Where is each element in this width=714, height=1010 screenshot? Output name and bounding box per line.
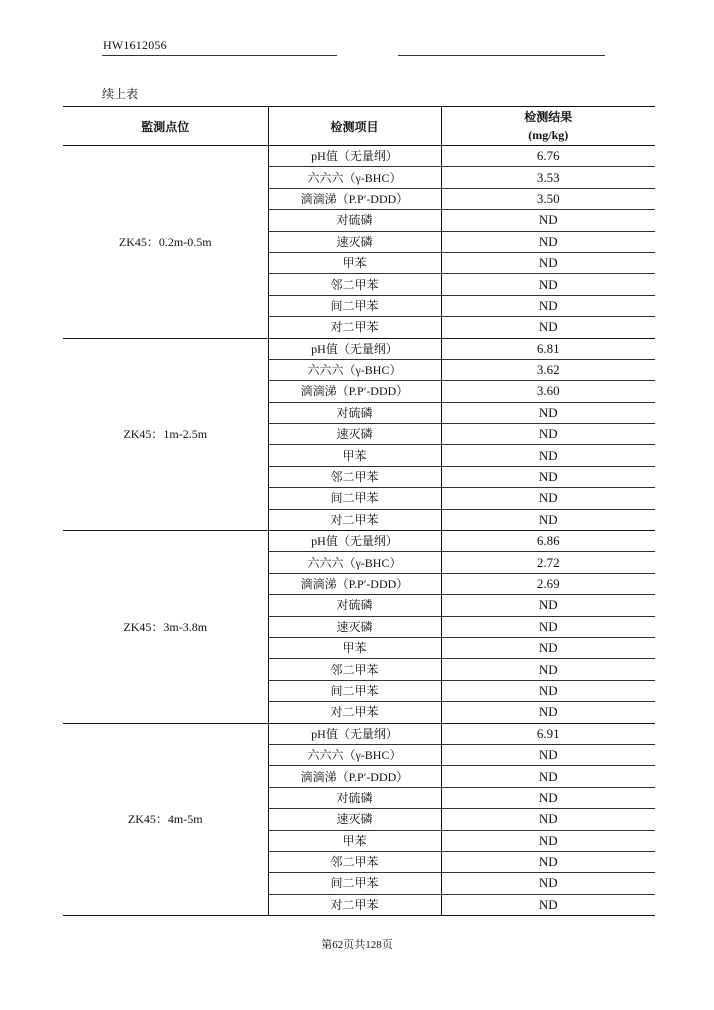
sampling-location: ZK45：0.2m-0.5m bbox=[63, 146, 268, 339]
test-result: 3.62 bbox=[441, 359, 655, 380]
test-result: 2.72 bbox=[441, 552, 655, 573]
test-item: 速灭磷 bbox=[268, 424, 441, 445]
column-header-location: 監測点位 bbox=[63, 107, 268, 146]
test-item: 甲苯 bbox=[268, 637, 441, 658]
test-item: 甲苯 bbox=[268, 830, 441, 851]
test-result: ND bbox=[441, 830, 655, 851]
test-item: 对硫磷 bbox=[268, 595, 441, 616]
test-result: 6.76 bbox=[441, 146, 655, 167]
test-result: ND bbox=[441, 680, 655, 701]
test-result: ND bbox=[441, 424, 655, 445]
results-body bbox=[63, 146, 655, 916]
test-result: ND bbox=[441, 766, 655, 787]
test-result: ND bbox=[441, 231, 655, 252]
sampling-location: ZK45：1m-2.5m bbox=[63, 338, 268, 531]
test-result: ND bbox=[441, 873, 655, 894]
test-result: 3.60 bbox=[441, 381, 655, 402]
sampling-location: ZK45：3m-3.8m bbox=[63, 531, 268, 724]
test-item: 滴滴涕（P.P′-DDD） bbox=[268, 188, 441, 209]
test-item: pH值（无量纲） bbox=[268, 146, 441, 167]
column-header-result-unit: (mg/kg) bbox=[528, 128, 569, 142]
test-result: ND bbox=[441, 637, 655, 658]
table-header-row bbox=[63, 107, 655, 146]
test-result: ND bbox=[441, 787, 655, 808]
test-item: 对硫磷 bbox=[268, 787, 441, 808]
test-item: 间二甲苯 bbox=[268, 488, 441, 509]
test-item: 对硫磷 bbox=[268, 210, 441, 231]
test-item: 滴滴涕（P.P′-DDD） bbox=[268, 766, 441, 787]
test-item: 对二甲苯 bbox=[268, 509, 441, 530]
test-result: ND bbox=[441, 252, 655, 273]
test-item: pH值（无量纲） bbox=[268, 723, 441, 744]
test-result: ND bbox=[441, 466, 655, 487]
continued-table-label: 续上表 bbox=[102, 87, 139, 101]
test-item: 间二甲苯 bbox=[268, 680, 441, 701]
test-result: ND bbox=[441, 744, 655, 765]
test-item: 邻二甲苯 bbox=[268, 274, 441, 295]
test-result: ND bbox=[441, 274, 655, 295]
page-number: 第62页共128页 bbox=[321, 939, 393, 951]
test-result: 6.86 bbox=[441, 531, 655, 552]
test-item: 甲苯 bbox=[268, 445, 441, 466]
test-result: 3.53 bbox=[441, 167, 655, 188]
test-item: 间二甲苯 bbox=[268, 873, 441, 894]
test-result: 6.81 bbox=[441, 338, 655, 359]
test-result: 3.50 bbox=[441, 188, 655, 209]
test-item: 六六六（γ-BHC） bbox=[268, 744, 441, 765]
test-item: 对硫磷 bbox=[268, 402, 441, 423]
test-item: 六六六（γ-BHC） bbox=[268, 359, 441, 380]
test-item: 对二甲苯 bbox=[268, 702, 441, 723]
document-code: HW1612056 bbox=[103, 38, 167, 52]
test-item: 邻二甲苯 bbox=[268, 659, 441, 680]
test-item: 对二甲苯 bbox=[268, 317, 441, 338]
test-result: ND bbox=[441, 702, 655, 723]
sampling-location: ZK45：4m-5m bbox=[63, 723, 268, 916]
test-item: 邻二甲苯 bbox=[268, 466, 441, 487]
test-item: pH值（无量纲） bbox=[268, 531, 441, 552]
table-row bbox=[63, 531, 655, 552]
test-result: ND bbox=[441, 809, 655, 830]
test-result: ND bbox=[441, 659, 655, 680]
test-item: 速灭磷 bbox=[268, 809, 441, 830]
test-item: 甲苯 bbox=[268, 252, 441, 273]
header-rule-right bbox=[398, 55, 605, 56]
test-result: ND bbox=[441, 210, 655, 231]
test-item: 间二甲苯 bbox=[268, 295, 441, 316]
test-result: ND bbox=[441, 295, 655, 316]
test-result: ND bbox=[441, 509, 655, 530]
test-result: ND bbox=[441, 445, 655, 466]
column-header-result bbox=[441, 107, 655, 146]
test-result: ND bbox=[441, 851, 655, 872]
test-result: 2.69 bbox=[441, 573, 655, 594]
results-table bbox=[63, 106, 655, 916]
test-item: 速灭磷 bbox=[268, 616, 441, 637]
test-result: ND bbox=[441, 894, 655, 915]
test-item: 对二甲苯 bbox=[268, 894, 441, 915]
test-item: 六六六（γ-BHC） bbox=[268, 167, 441, 188]
column-header-result-title: 检测结果 bbox=[524, 110, 573, 124]
header-rule-left bbox=[102, 55, 337, 56]
test-result: ND bbox=[441, 488, 655, 509]
test-result: 6.91 bbox=[441, 723, 655, 744]
table-row bbox=[63, 723, 655, 744]
test-item: 六六六（γ-BHC） bbox=[268, 552, 441, 573]
test-item: 速灭磷 bbox=[268, 231, 441, 252]
table-row bbox=[63, 338, 655, 359]
test-result: ND bbox=[441, 317, 655, 338]
test-item: 滴滴涕（P.P′-DDD） bbox=[268, 573, 441, 594]
column-header-item: 检测项目 bbox=[268, 107, 441, 146]
table-row bbox=[63, 146, 655, 167]
test-result: ND bbox=[441, 616, 655, 637]
test-item: 滴滴涕（P.P′-DDD） bbox=[268, 381, 441, 402]
test-item: 邻二甲苯 bbox=[268, 851, 441, 872]
test-result: ND bbox=[441, 595, 655, 616]
test-item: pH值（无量纲） bbox=[268, 338, 441, 359]
test-result: ND bbox=[441, 402, 655, 423]
